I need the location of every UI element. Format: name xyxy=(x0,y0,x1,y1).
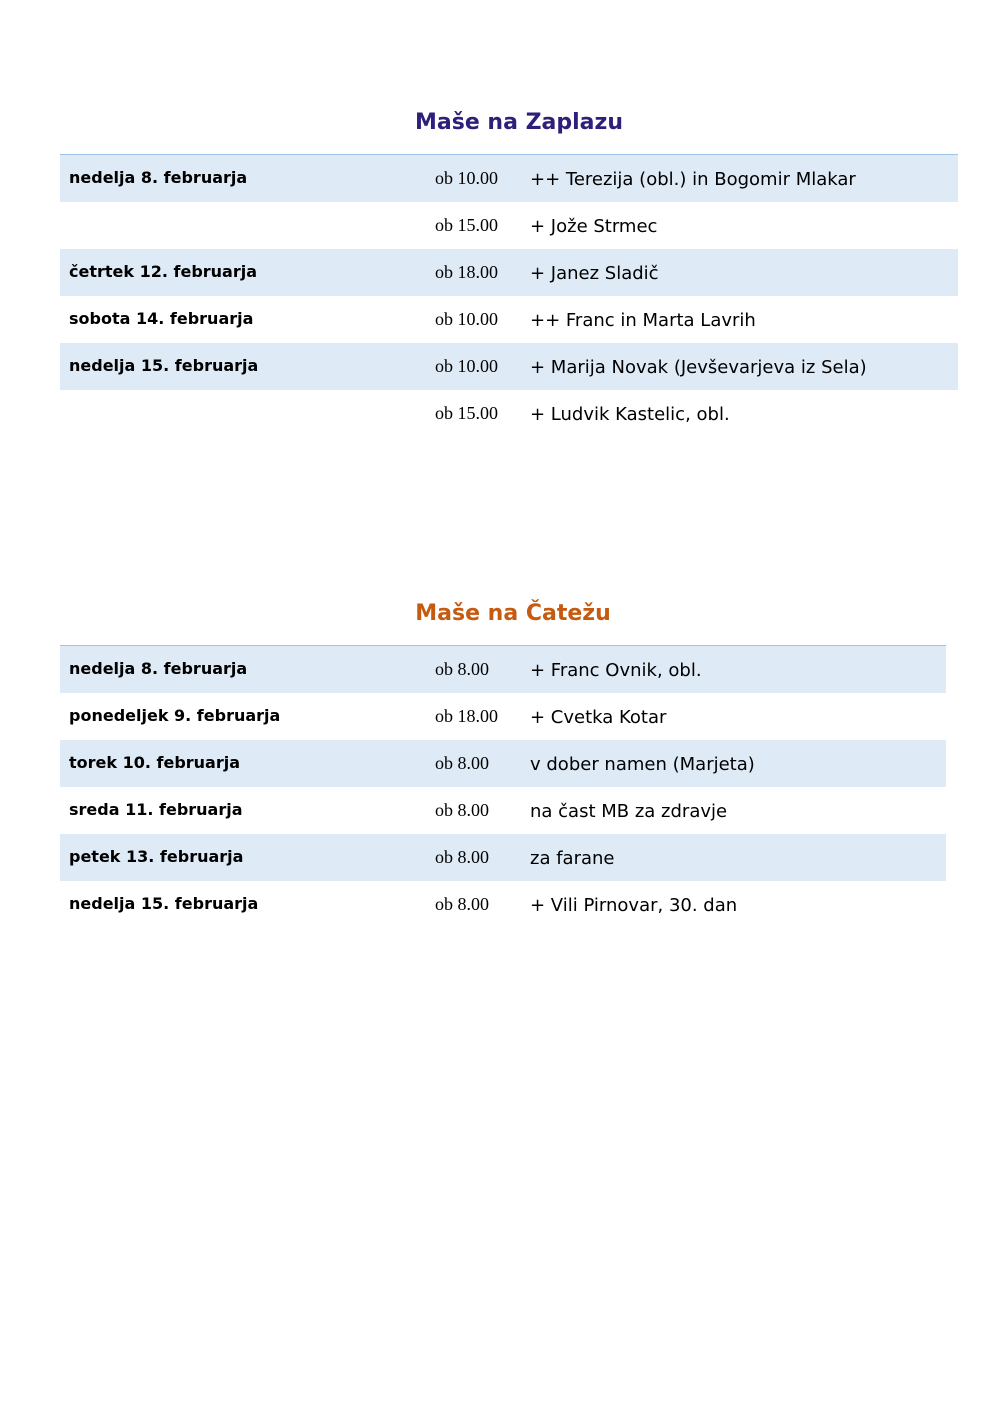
mass-intention: + Ludvik Kastelic, obl. xyxy=(530,404,730,425)
zaplaz-title: Maše na Zaplazu xyxy=(415,110,623,135)
mass-time: ob 10.00 xyxy=(435,309,498,329)
catez-title: Maše na Čatežu xyxy=(415,601,611,626)
table-row xyxy=(60,296,958,343)
catez-section xyxy=(60,591,946,928)
zaplaz-section xyxy=(60,100,958,437)
mass-date: sreda 11. februarja xyxy=(69,800,243,819)
mass-time: ob 10.00 xyxy=(435,356,498,376)
mass-intention: na čast MB za zdravje xyxy=(530,801,728,822)
mass-intention: + Marija Novak (Jevševarjeva iz Sela) xyxy=(530,357,867,378)
mass-intention: v dober namen (Marjeta) xyxy=(530,754,755,775)
mass-date: nedelja 8. februarja xyxy=(69,659,248,678)
mass-time: ob 10.00 xyxy=(435,168,498,188)
table-row xyxy=(60,787,946,834)
table-row xyxy=(60,202,958,249)
table-row xyxy=(60,155,958,202)
table-row xyxy=(60,249,958,296)
table-row xyxy=(60,834,946,881)
table-row xyxy=(60,693,946,740)
mass-date: nedelja 15. februarja xyxy=(69,356,259,375)
table-row xyxy=(60,881,946,928)
mass-date: petek 13. februarja xyxy=(69,847,244,866)
mass-intention: ++ Franc in Marta Lavrih xyxy=(530,310,756,331)
mass-date: sobota 14. februarja xyxy=(69,309,254,328)
mass-date: četrtek 12. februarja xyxy=(69,262,258,281)
mass-date: ponedeljek 9. februarja xyxy=(69,706,281,725)
mass-intention: + Cvetka Kotar xyxy=(530,707,667,728)
mass-time: ob 15.00 xyxy=(435,215,498,235)
mass-intention: za farane xyxy=(530,848,615,869)
mass-date: nedelja 15. februarja xyxy=(69,894,259,913)
catez-table xyxy=(60,646,946,928)
mass-time: ob 8.00 xyxy=(435,894,489,914)
table-row xyxy=(60,343,958,390)
mass-date: torek 10. februarja xyxy=(69,753,241,772)
mass-date: nedelja 8. februarja xyxy=(69,168,248,187)
table-row xyxy=(60,646,946,693)
mass-intention: + Franc Ovnik, obl. xyxy=(530,660,702,681)
mass-intention: ++ Terezija (obl.) in Bogomir Mlakar xyxy=(530,169,856,190)
table-row xyxy=(60,390,958,437)
mass-time: ob 15.00 xyxy=(435,403,498,423)
mass-time: ob 8.00 xyxy=(435,753,489,773)
mass-intention: + Jože Strmec xyxy=(530,216,658,237)
mass-intention: + Janez Sladič xyxy=(530,263,659,284)
table-row xyxy=(60,740,946,787)
mass-time: ob 18.00 xyxy=(435,262,498,282)
mass-time: ob 8.00 xyxy=(435,800,489,820)
mass-time: ob 18.00 xyxy=(435,706,498,726)
mass-time: ob 8.00 xyxy=(435,847,489,867)
mass-intention: + Vili Pirnovar, 30. dan xyxy=(530,895,738,916)
zaplaz-table xyxy=(60,155,958,437)
mass-time: ob 8.00 xyxy=(435,659,489,679)
